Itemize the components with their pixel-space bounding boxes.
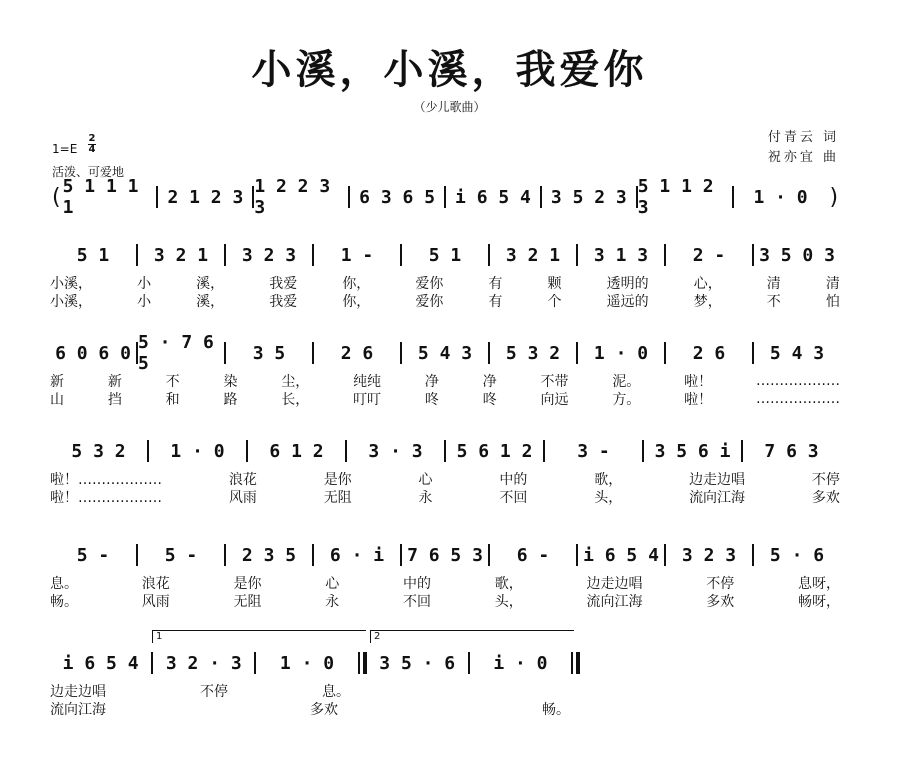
lyric-word: 歌，: [594, 472, 623, 488]
measure: 3 5 2 3: [550, 186, 627, 208]
staff-row-3: [50, 440, 840, 462]
lyric-word: 中的: [403, 576, 431, 592]
measure: 3 5 6 i: [654, 440, 731, 462]
composer-credit: 祝亦宜 曲: [767, 150, 839, 165]
lyric-word: 啦！………………: [50, 490, 162, 506]
close-paren: ): [829, 184, 839, 210]
lyric-word: 边走边唱: [586, 576, 643, 592]
lyric-word: 畅。: [50, 594, 78, 610]
lyric-word: 不回: [403, 594, 431, 610]
measure: 5 · 6: [769, 544, 825, 566]
measure: 2 1 2 3: [167, 186, 244, 208]
lyric-word: 怕: [825, 294, 840, 310]
measure: 6 · i: [329, 544, 385, 566]
lyric-word: 流向江海: [689, 490, 746, 506]
lyric-word: 心: [418, 472, 433, 488]
measure: 6 -: [516, 544, 550, 566]
lyric-word: 是你: [233, 576, 262, 592]
lyric-word: 小溪，: [50, 276, 92, 292]
lyric-word: 啦！: [684, 392, 713, 408]
measure: 3 5 · 6: [379, 652, 456, 674]
time-signature: 2 4: [88, 133, 96, 155]
measure: 1 · 0: [170, 440, 225, 462]
measure: 6 1 2: [269, 440, 324, 462]
lyric-line-4a: [50, 574, 840, 592]
lyric-word: 中的: [499, 472, 528, 488]
tempo-marking: 活泼、可爱地: [52, 165, 125, 179]
lyric-word: 你，: [342, 294, 371, 310]
lyric-word: 无阻: [233, 594, 262, 610]
lyric-word: 边走边唱: [50, 684, 106, 700]
lyric-word: 山: [50, 392, 64, 408]
lyric-word: 畅。: [542, 702, 570, 718]
measure: 3 2 1: [505, 244, 561, 266]
lyric-word: 永: [418, 490, 433, 506]
measure: 3 2 3: [681, 544, 737, 566]
lyric-word: 啦！………………: [50, 472, 162, 488]
lyric-line-5a: [50, 682, 350, 700]
lyric-word: 泥。: [612, 374, 641, 390]
lyric-line-1a: [50, 274, 840, 292]
lyric-word: 你，: [342, 276, 371, 292]
measure: 3 2 3: [241, 244, 297, 266]
lyric-word: 风雨: [141, 594, 170, 610]
staff-row-5: [50, 652, 580, 674]
lyric-word: 畅呀，: [798, 594, 840, 610]
lyric-word: 不停: [200, 684, 228, 700]
staff-row-2: [50, 332, 840, 374]
lyric-word: 染: [223, 374, 238, 390]
lyric-word: 不回: [499, 490, 528, 506]
measure: 3 2 1: [153, 244, 209, 266]
lyric-word: 息。: [50, 576, 78, 592]
staff-row-intro: [50, 176, 840, 218]
measure: 3 -: [577, 440, 610, 462]
measure: i 6 5 4: [62, 652, 139, 674]
measure: 2 3 5: [241, 544, 297, 566]
measure: 5 -: [76, 544, 110, 566]
repeat-barline: [358, 652, 367, 674]
lyric-word: 透明的: [606, 276, 649, 292]
lyric-word: 遥远的: [606, 294, 649, 310]
measure: 5 · 7 6 5: [138, 332, 214, 374]
measure: 3 5: [252, 342, 286, 364]
lyric-word: 小溪，: [50, 294, 92, 310]
lyric-word: 有: [488, 276, 503, 292]
first-ending-bracket: 1: [152, 630, 366, 643]
lyric-word: 咚: [424, 392, 439, 408]
lyric-word: 小: [137, 294, 152, 310]
lyric-word: 有: [488, 294, 503, 310]
measure: 7 6 5 3: [407, 544, 483, 566]
lyric-word: 风雨: [228, 490, 257, 506]
lyric-word: 心: [325, 576, 340, 592]
lyric-word: 净: [482, 374, 497, 390]
lyric-word: 新: [107, 374, 122, 390]
lyric-word: 颗: [547, 276, 562, 292]
measure: 6 0 6 0: [55, 342, 131, 364]
lyric-word: 头，: [594, 490, 623, 506]
lyric-word: 挡: [107, 392, 122, 408]
measure: 5 3 2: [71, 440, 126, 462]
lyric-line-3a: [50, 470, 840, 488]
measure: 6 3 6 5: [359, 186, 436, 208]
final-barline: [571, 652, 580, 674]
measure: 1 2 2 3 3: [254, 176, 331, 218]
lyric-word: 多欢: [706, 594, 735, 610]
measure: 7 6 3: [764, 440, 819, 462]
lyric-word: 路: [223, 392, 238, 408]
lyric-word: 息。: [322, 684, 350, 700]
measure: 1 · 0: [279, 652, 335, 674]
lyric-word: 浪花: [228, 472, 257, 488]
measure: 5 6 1 2: [456, 440, 533, 462]
measure: 5 4 3: [769, 342, 825, 364]
lyric-word: 爱你: [415, 294, 444, 310]
lyric-word: 方。: [612, 392, 641, 408]
lyric-word: 息呀，: [798, 576, 840, 592]
lyric-dots: ………………: [755, 391, 840, 407]
lyric-word: 浪花: [141, 576, 170, 592]
lyric-word: 不: [165, 374, 180, 390]
lyric-word: 净: [424, 374, 439, 390]
song-title: 小溪，小溪，我爱你: [251, 47, 648, 93]
lyric-dots: ………………: [755, 373, 840, 389]
lyric-line-5b: [50, 700, 570, 718]
lyric-word: 咚: [482, 392, 497, 408]
key-signature: 1=E: [52, 142, 78, 156]
lyric-word: 长，: [281, 392, 310, 408]
lyric-word: 个: [547, 294, 562, 310]
measure: 5 -: [164, 544, 198, 566]
lyric-word: 梦，: [693, 294, 722, 310]
lyric-word: 歌，: [494, 576, 523, 592]
second-ending-bracket: 2: [370, 630, 574, 643]
lyricist-credit: 付青云 词: [767, 130, 839, 145]
lyric-word: 叮叮: [353, 392, 382, 408]
lyric-word: 多欢: [811, 490, 840, 506]
lyric-word: 头，: [494, 594, 523, 610]
lyric-word: 不带: [540, 374, 569, 390]
measure: 3 · 3: [368, 440, 423, 462]
lyric-word: 清: [825, 276, 840, 292]
lyric-word: 新: [50, 374, 64, 390]
lyric-word: 和: [165, 392, 180, 408]
measure: i 6 5 4: [455, 186, 531, 208]
measure: 2 6: [692, 342, 726, 364]
lyric-word: 溪，: [196, 294, 225, 310]
measure: 1 · 0: [593, 342, 649, 364]
lyric-word: 溪，: [196, 276, 225, 292]
lyric-word: 纯纯: [353, 374, 382, 390]
lyric-word: 心，: [693, 276, 722, 292]
open-paren: (: [52, 184, 61, 210]
lyric-word: 是你: [323, 472, 352, 488]
measure: i · 0: [493, 652, 548, 674]
measure: 1 · 0: [753, 186, 808, 208]
lyric-word: 小: [137, 276, 152, 292]
lyric-word: 流向江海: [50, 702, 106, 718]
staff-row-1: [50, 244, 840, 266]
measure: 1 -: [340, 244, 374, 266]
measure: 5 1 1 1 1: [62, 176, 139, 218]
measure: 2 -: [692, 244, 726, 266]
song-subtitle: （少儿歌曲）: [413, 100, 486, 114]
measure: 2 6: [340, 342, 374, 364]
lyric-word: 向远: [540, 392, 569, 408]
lyric-word: 不停: [811, 472, 840, 488]
lyric-line-2b: [50, 390, 840, 408]
lyric-word: 无阻: [323, 490, 352, 506]
lyric-word: 永: [325, 594, 340, 610]
measure: 3 1 3: [593, 244, 649, 266]
lyric-word: 尘，: [281, 374, 310, 390]
measure: 5 3 2: [505, 342, 561, 364]
measure: 5 1 1 2 3: [637, 176, 714, 218]
measure: i 6 5 4: [583, 544, 659, 566]
lyric-line-2a: [50, 372, 840, 390]
lyric-line-3b: [50, 488, 840, 506]
lyric-word: 不: [766, 294, 781, 310]
measure: 5 1: [76, 244, 110, 266]
lyric-word: 爱你: [415, 276, 444, 292]
lyric-line-4b: [50, 592, 840, 610]
staff-row-4: [50, 544, 840, 566]
lyric-line-1b: [50, 292, 840, 310]
measure: 3 2 · 3: [165, 652, 242, 674]
lyric-word: 多欢: [310, 702, 338, 718]
measure: 5 1: [428, 244, 462, 266]
lyric-word: 清: [766, 276, 781, 292]
lyric-word: 我爱: [269, 276, 298, 292]
measure: 5 4 3: [417, 342, 473, 364]
lyric-word: 不停: [706, 576, 735, 592]
lyric-word: 啦！: [684, 374, 713, 390]
lyric-word: 流向江海: [586, 594, 643, 610]
lyric-word: 边走边唱: [689, 472, 746, 488]
measure: 3 5 0 3: [759, 244, 835, 266]
lyric-word: 我爱: [269, 294, 298, 310]
